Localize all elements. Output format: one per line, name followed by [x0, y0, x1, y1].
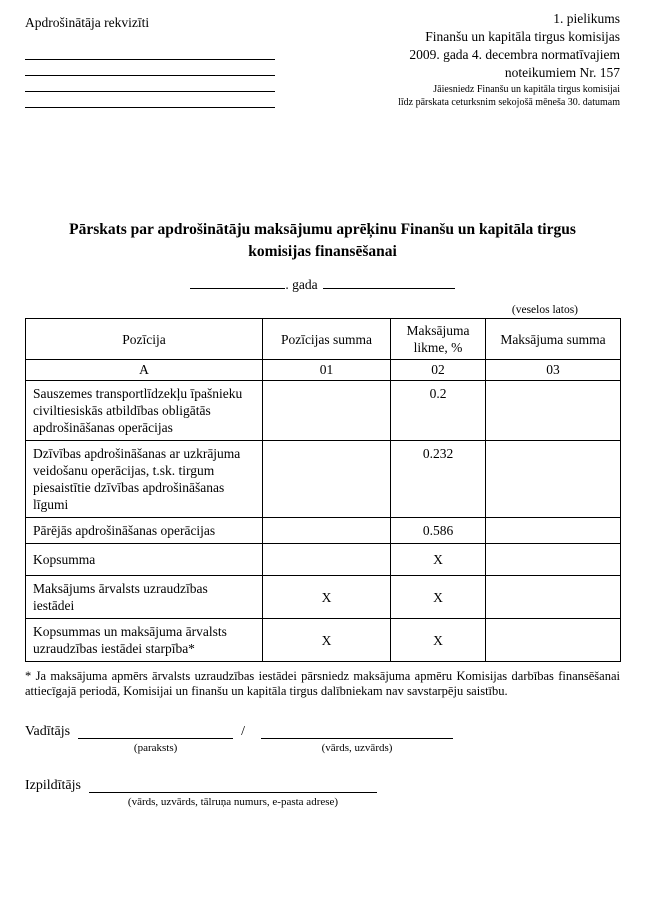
payment-rate-cell: 0.2: [391, 381, 486, 441]
position-cell: Maksājums ārvalsts uzraudzības iestādei: [26, 576, 263, 619]
code-cell: 01: [263, 360, 391, 381]
position-sum-cell: X: [263, 576, 391, 619]
insurer-requisites-block: [25, 10, 282, 109]
executor-signature-block: [25, 777, 620, 809]
position-cell: Kopsumma: [26, 544, 263, 576]
director-signature-field: [78, 723, 233, 755]
director-label: Vadītājs: [25, 724, 71, 739]
director-name-field: [261, 723, 453, 755]
payment-sum-cell: [486, 576, 621, 619]
report-period-row: [25, 275, 620, 295]
position-sum-cell: [263, 381, 391, 441]
appendix-reference-block: [282, 10, 620, 109]
executor-details-field: [89, 777, 377, 809]
payment-sum-cell: [486, 381, 621, 441]
payment-sum-cell: [486, 518, 621, 544]
signature-fill-line: [78, 723, 233, 739]
payment-rate-cell: 0.232: [391, 441, 486, 518]
footnote: * Ja maksājuma apmērs ārvalsts uzraudzības iestādei pārsniedz maksājuma apmēru Komisijas darbības finansēšanai attiecīgajā periodā, Komisijai un finanšu un kapitāla tirgus dalībniekam nav savstarpēju saistību.: [25, 669, 620, 698]
payment-sum-cell: [486, 441, 621, 518]
signature-caption: (paraksts): [133, 742, 178, 754]
gada-text: . gada: [285, 277, 318, 292]
executor-caption: (vārds, uzvārds, tālruņa numurs, e-pasta adrese): [127, 796, 339, 808]
position-cell: Dzīvības apdrošināšanas ar uzkrājuma veidošanu operācijas, t.sk. tirgum piesaistītie dzīvības apdrošināšanas līgumi: [26, 441, 263, 518]
position-sum-cell: [263, 441, 391, 518]
submission-note-line: līdz pārskata ceturksnim sekojošā mēneša 30. datumam: [398, 97, 620, 108]
table-row: [26, 576, 621, 619]
appendix-line: 2009. gada 4. decembra normatīvajiem: [409, 47, 620, 62]
table-row: [26, 544, 621, 576]
payment-rate-cell: X: [391, 619, 486, 662]
payment-sum-cell: [486, 619, 621, 662]
payment-rate-cell: X: [391, 544, 486, 576]
table-row: [26, 619, 621, 662]
name-fill-line: [261, 723, 453, 739]
document-title: Pārskats par apdrošinātāju maksājumu aprēķinu Finanšu un kapitāla tirgus komisijas finansēšanai: [69, 221, 576, 260]
executor-fill-line: [89, 777, 377, 793]
signature-slash: /: [241, 724, 245, 739]
position-cell: Pārējās apdrošināšanas operācijas: [26, 518, 263, 544]
units-note: (veselos latos): [511, 304, 578, 316]
payment-sum-cell: [486, 544, 621, 576]
position-sum-cell: X: [263, 619, 391, 662]
table-row: [26, 381, 621, 441]
col-header-pozicija: Pozīcija: [26, 319, 263, 360]
code-cell: 02: [391, 360, 486, 381]
insurer-fill-line-3: [25, 76, 275, 92]
period-fill-line: [323, 275, 455, 289]
year-fill-line: [190, 275, 285, 289]
payment-rate-cell: X: [391, 576, 486, 619]
executor-label: Izpildītājs: [25, 778, 81, 793]
insurer-fill-line-1: [25, 44, 275, 60]
col-header-maksajuma-likme: Maksājuma likme, %: [391, 319, 486, 360]
position-cell: Sauszemes transportlīdzekļu īpašnieku civiltiesiskās atbildības obligātās apdrošināšanas operācijas: [26, 381, 263, 441]
appendix-line: noteikumiem Nr. 157: [504, 65, 620, 80]
name-caption: (vārds, uzvārds): [321, 742, 393, 754]
report-table: [25, 318, 621, 662]
code-cell: A: [26, 360, 263, 381]
position-sum-cell: [263, 518, 391, 544]
submission-note-line: Jāiesniedz Finanšu un kapitāla tirgus komisijai: [433, 84, 620, 95]
table-code-row: [26, 360, 621, 381]
appendix-line: Finanšu un kapitāla tirgus komisijas: [425, 29, 620, 44]
submission-note: [282, 83, 620, 109]
table-header-row: [26, 319, 621, 360]
table-row: [26, 441, 621, 518]
col-header-pozicijas-summa: Pozīcijas summa: [263, 319, 391, 360]
position-sum-cell: [263, 544, 391, 576]
table-row: [26, 518, 621, 544]
payment-rate-cell: 0.586: [391, 518, 486, 544]
col-header-maksajuma-summa: Maksājuma summa: [486, 319, 621, 360]
director-signature-block: [25, 723, 620, 755]
appendix-line: 1. pielikums: [553, 11, 620, 26]
code-cell: 03: [486, 360, 621, 381]
page-header: [25, 10, 620, 109]
position-cell: Kopsummas un maksājuma ārvalsts uzraudzības iestādei starpība*: [26, 619, 263, 662]
insurer-requisites-label: Apdrošinātāja rekvizīti: [25, 15, 150, 30]
insurer-fill-line-4: [25, 92, 275, 108]
insurer-fill-line-2: [25, 60, 275, 76]
